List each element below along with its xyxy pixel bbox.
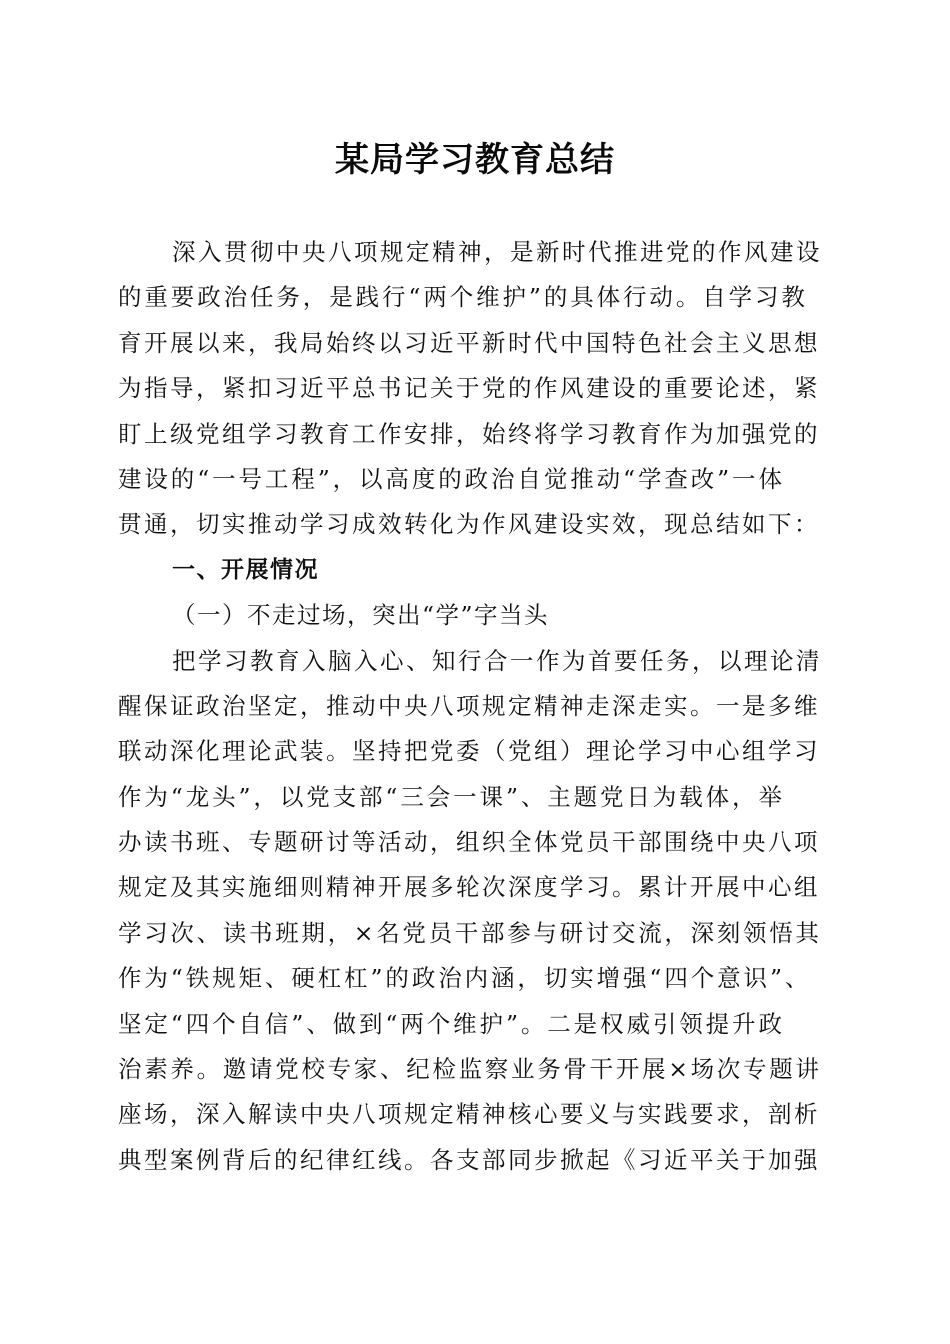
paragraph-line: 学习次、读书班期，×名党员干部参与研讨交流，深刻领悟其: [118, 918, 822, 947]
paragraph-line: 作为“铁规矩、硬杠杠”的政治内涵，切实增强“四个意识”、: [118, 964, 812, 993]
intro-line: 为指导，紧扣习近平总书记关于党的作风建设的重要论述，紧: [118, 374, 820, 403]
paragraph-line: 把学习教育入脑入心、知行合一作为首要任务，以理论清: [172, 646, 822, 675]
intro-line: 育开展以来，我局始终以习近平新时代中国特色社会主义思想: [118, 328, 820, 357]
intro-line: 建设的“一号工程”，以高度的政治自觉推动“学查改”一体: [118, 464, 785, 493]
document-title: 某局学习教育总结: [335, 140, 615, 180]
intro-line: 深入贯彻中央八项规定精神，是新时代推进党的作风建设: [172, 238, 822, 266]
subsection-heading: （一）不走过场，突出“学”字当头: [172, 601, 550, 630]
paragraph-line: 坚定“四个自信”、做到“两个维护”。二是权威引领提升政: [118, 1009, 785, 1038]
paragraph-line: 规定及其实施细则精神开展多轮次深度学习。累计开展中心组: [118, 873, 820, 902]
paragraph-line: 办读书班、专题研讨等活动，组织全体党员干部围绕中央八项: [118, 828, 820, 857]
paragraph-line: 醒保证政治坚定，推动中央八项规定精神走深走实。一是多维: [118, 691, 820, 720]
intro-line: 的重要政治任务，是践行“两个维护”的具体行动。自学习教: [118, 283, 808, 312]
intro-line: 贯通，切实推动学习成效转化为作风建设实效，现总结如下：: [118, 510, 820, 539]
paragraph-line: 座场，深入解读中央八项规定精神核心要义与实践要求，剖析: [118, 1100, 820, 1129]
paragraph-line: 作为“龙头”，以党支部“三会一课”、主题党日为载体，举: [118, 782, 785, 811]
paragraph-line: 治素养。邀请党校专家、纪检监察业务骨干开展×场次专题讲: [118, 1055, 822, 1084]
intro-line: 盯上级党组学习教育工作安排，始终将学习教育作为加强党的: [118, 419, 820, 448]
paragraph-line: 联动深化理论武装。坚持把党委（党组）理论学习中心组学习: [118, 737, 820, 766]
section-heading: 一、开展情况: [172, 556, 319, 583]
document-body: [118, 230, 822, 1183]
paragraph-line: 典型案例背后的纪律红线。各支部同步掀起《习近平关于加强: [118, 1145, 820, 1174]
